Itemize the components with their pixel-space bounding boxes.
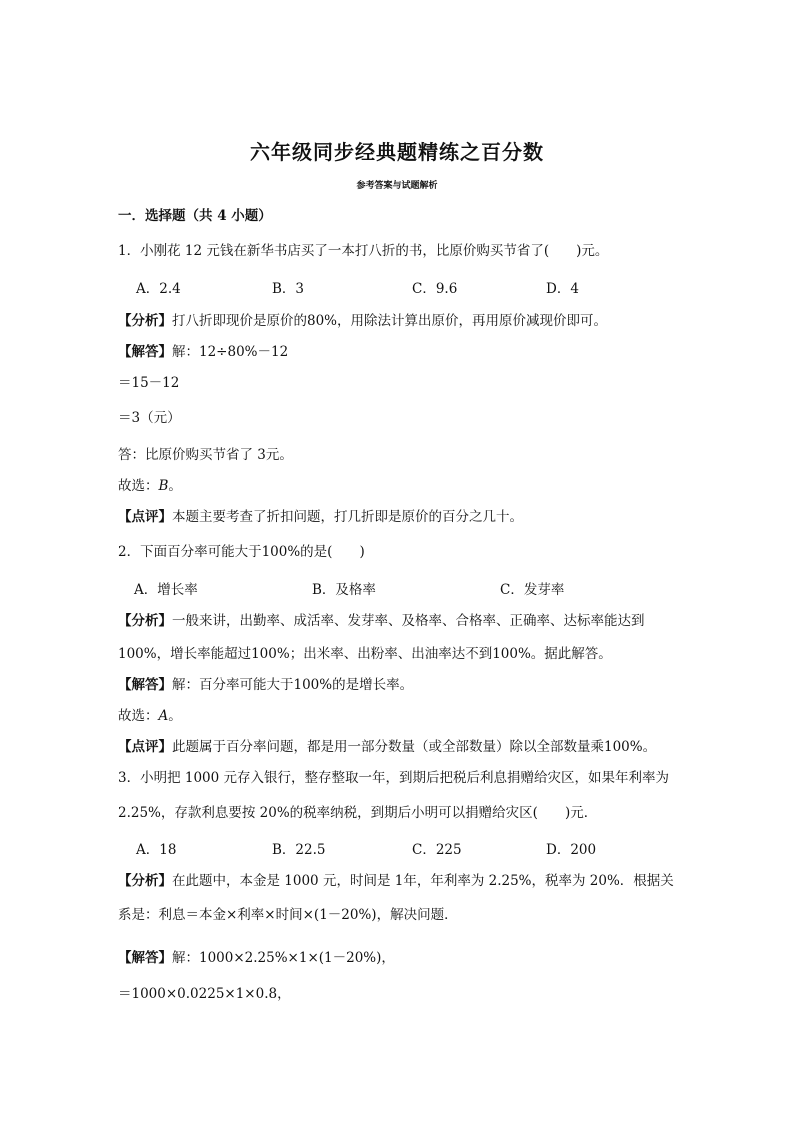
choice-letter: A: [158, 708, 169, 724]
answer-text: 解：1000×2.25%×1×(1－20%)，: [172, 950, 395, 966]
analysis-tag: 【分析】: [118, 873, 172, 889]
answer-text: 解：12÷80%－12: [172, 344, 289, 360]
q3-option-c: C．225: [412, 842, 462, 858]
q1-option-b: B．3: [272, 281, 305, 297]
choice-prefix: 故选：: [118, 708, 159, 724]
q1-option-c: C．9.6: [412, 281, 458, 297]
q1-analysis: [118, 312, 607, 330]
q1-answer: [118, 343, 288, 361]
question-3-stem: 3．小明把 1000 元存入银行，整存整取一年，到期后把税后利息捐赠给灾区，如果年利率为: [118, 770, 670, 786]
analysis-text: 打八折即现价是原价的80%，用除法计算出原价，再用原价减现价即可。: [172, 313, 608, 329]
q2-option-b: B．及格率: [312, 582, 376, 598]
document-title: 六年级同步经典题精练之百分数: [250, 140, 544, 164]
q1-step-2: ＝3（元）: [118, 410, 181, 426]
comment-tag: 【点评】: [118, 739, 172, 755]
q1-choice: [118, 477, 182, 495]
q2-answer: [118, 676, 413, 694]
q2-choice: [118, 707, 182, 725]
analysis-tag: 【分析】: [118, 613, 172, 629]
choice-letter: B: [158, 478, 169, 494]
question-1-stem: 1．小刚花 12 元钱在新华书店买了一本打八折的书，比原价购买节省了( )元。: [118, 243, 609, 259]
q3-answer: [118, 949, 395, 967]
answer-tag: 【解答】: [118, 677, 172, 693]
q2-analysis: [118, 612, 645, 630]
answer-text: 解：百分率可能大于100%的是增长率。: [172, 677, 414, 693]
analysis-tag: 【分析】: [118, 313, 172, 329]
choice-suffix: 。: [168, 708, 182, 724]
q3-option-b: B．22.5: [272, 842, 326, 858]
choice-prefix: 故选：: [118, 478, 159, 494]
q2-analysis-cont: 100%，增长率能超过100%；出米率、出粉率、出油率达不到100%。据此解答。: [118, 646, 612, 662]
q3-analysis: [118, 872, 674, 890]
q3-step-1: ＝1000×0.0225×1×0.8，: [118, 986, 291, 1002]
q1-comment: [118, 508, 523, 526]
q1-option-d: D．4: [546, 281, 579, 297]
analysis-text: 在此题中，本金是 1000 元，时间是 1年，年利率为 2.25%，税率为 20%．根据关: [172, 873, 674, 889]
section-heading: 一．选择题（共 4 小题）: [118, 208, 272, 224]
q2-option-a: A．增长率: [134, 582, 198, 598]
q3-analysis-cont: 系是：利息＝本金×利率×时间×(1－20%)，解决问题．: [118, 907, 458, 923]
analysis-text: 一般来讲，出勤率、成活率、发芽率、及格率、合格率、正确率、达标率能达到: [172, 613, 645, 629]
q3-option-a: A．18: [136, 842, 177, 858]
q1-option-a: A．2.4: [136, 281, 181, 297]
q2-option-c: C．发芽率: [500, 582, 565, 598]
q3-option-d: D．200: [546, 842, 597, 858]
comment-text: 本题主要考查了折扣问题，打几折即是原价的百分之几十。: [172, 509, 523, 525]
answer-tag: 【解答】: [118, 950, 172, 966]
question-3-stem-cont: 2.25%，存款利息要按 20%的税率纳税，到期后小明可以捐赠给灾区( )元．: [118, 805, 598, 821]
q1-reply: 答：比原价购买节省了 3元。: [118, 447, 293, 463]
question-2-stem: 2．下面百分率可能大于100%的是( ): [118, 544, 365, 560]
document-subtitle: 参考答案与试题解析: [356, 181, 438, 191]
answer-tag: 【解答】: [118, 344, 172, 360]
choice-suffix: 。: [168, 478, 182, 494]
comment-tag: 【点评】: [118, 509, 172, 525]
comment-text: 此题属于百分率问题，都是用一部分数量（或全部数量）除以全部数量乘100%。: [172, 739, 657, 755]
q2-comment: [118, 738, 656, 756]
q1-step-1: ＝15－12: [118, 375, 180, 391]
